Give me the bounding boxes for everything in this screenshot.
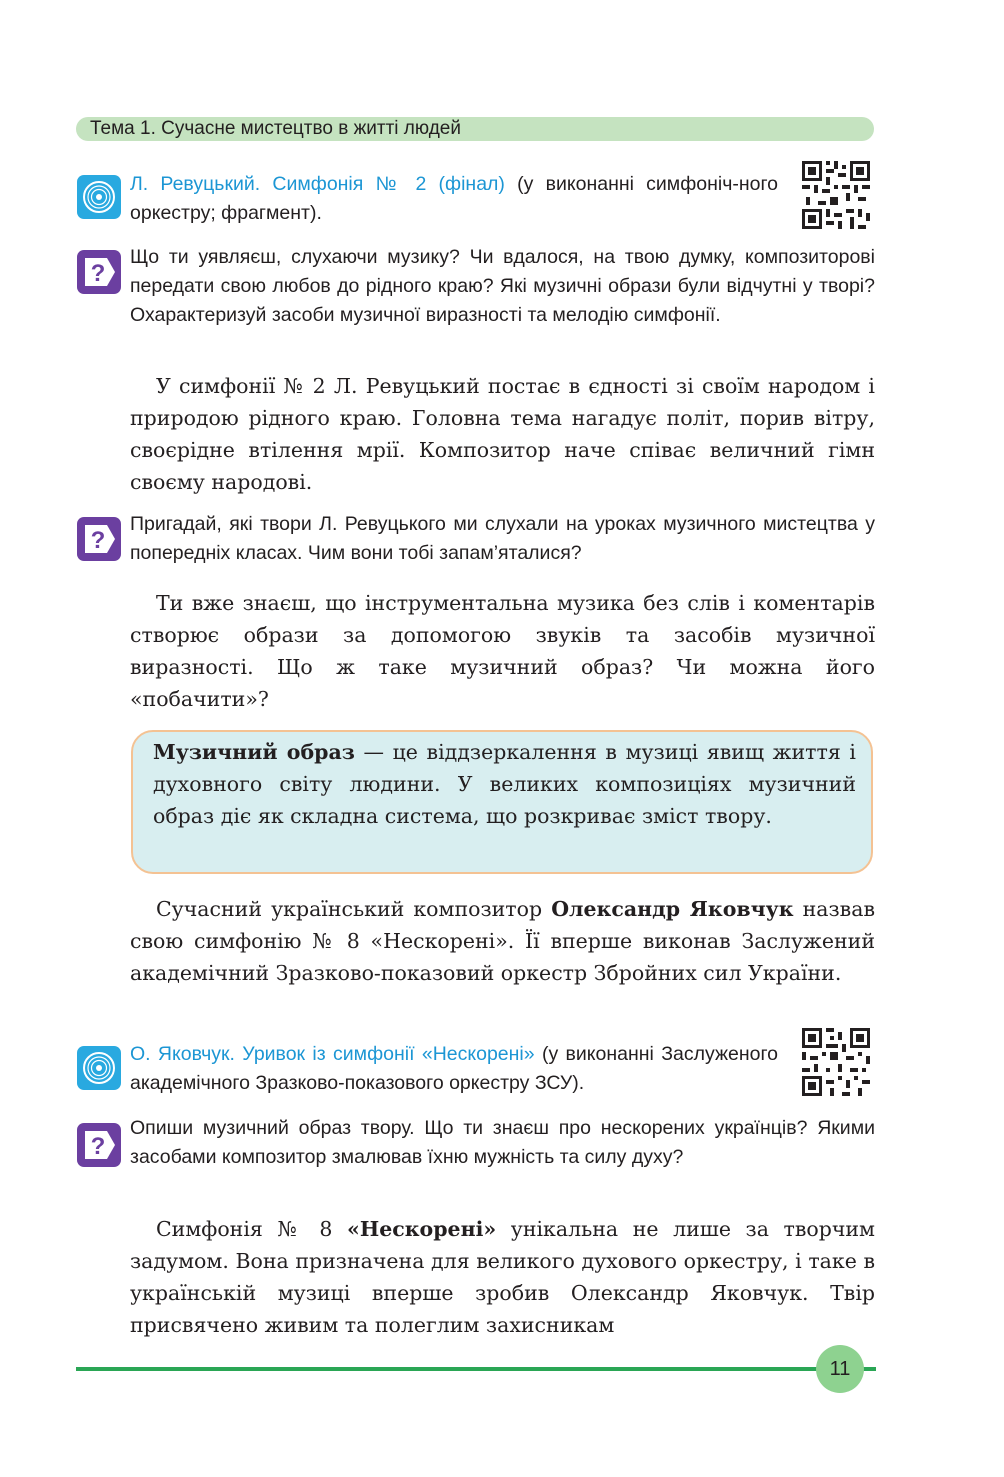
question-mark-icon [77, 1123, 121, 1167]
listen-2-details: (у виконанні Заслуженого академічного Зразково-показового оркестру ЗСУ). [130, 1043, 778, 1094]
qr-code-icon[interactable] [800, 1026, 872, 1098]
svg-text:?: ? [90, 1133, 106, 1160]
question-mark-icon [77, 250, 121, 294]
paragraph-2: Ти вже знаєш, що інструментальна музика без слів і коментарів створює образи за допомогою звуків та засобів музичної виразності. Що ж таке музичний образ? Чи можна його «побачити»? [130, 591, 875, 711]
paragraph-1: У симфонії № 2 Л. Ревуцький постає в єдності зі своїм народом і природою рідного краю. Головна тема нагадує політ, порив вітру, своєрідне втілення мрії. Композитор наче співає величний гімн своєму народові. [130, 374, 875, 494]
paragraph-3-lead: Сучасний український композитор [156, 897, 552, 921]
listen-1-title[interactable]: Л. Ревуцький. Симфонія № 2 (фінал) [130, 173, 505, 195]
listen-1-details: (у виконанні симфоніч-ного оркестру; фрагмент). [130, 173, 778, 224]
svg-text:?: ? [90, 527, 106, 554]
footer-line [76, 1367, 876, 1371]
definition-term: Музичний образ [153, 740, 355, 764]
music-disc-icon[interactable] [77, 1046, 121, 1090]
svg-text:?: ? [90, 260, 106, 287]
composer-name: Олександр Яковчук [551, 897, 794, 921]
definition-text [153, 736, 856, 832]
listen-task-1 [130, 170, 778, 228]
music-disc-icon[interactable] [77, 175, 121, 219]
page-number: 11 [816, 1345, 864, 1393]
qr-code-icon[interactable] [800, 159, 872, 231]
paragraph-4 [130, 1213, 875, 1341]
listen-2-title[interactable]: О. Яковчук. Уривок із симфонії «Нескорені» [130, 1043, 535, 1065]
definition-body: — це віддзеркалення в музиці явищ життя і духовного світу людини. У великих композиціях музичний образ діє як складна система, що розкриває зміст твору. [153, 740, 856, 828]
paragraph-4-lead: Симфонія № 8 [156, 1217, 348, 1241]
question-3-text: Опиши музичний образ твору. Що ти знаєш про нескорених українців? Якими засобами композитор змалював їхню мужність та силу духу? [130, 1117, 875, 1168]
question-1-text: Що ти уявляєш, слухаючи музику? Чи вдалося, на твою думку, композиторові передати свою любов до рідного краю? Які музичні образи були відчутні у творі? Охарактеризуй засоби музичної виразності та мелодію симфонії. [130, 246, 875, 326]
listen-task-2 [130, 1040, 778, 1098]
paragraph-4-rest: унікальна не лише за творчим задумом. Вона призначена для великого духового оркестру, і таке в українській музиці вперше зробив Олександр Яковчук. Твір присвячено живим та полеглим захисникам [130, 1217, 875, 1337]
question-2-text: Пригадай, які твори Л. Ревуцького ми слухали на уроках музичного мистецтва у попередніх класах. Чим вони тобі запам’яталися? [130, 513, 875, 564]
paragraph-3-rest: назвав свою симфонію № 8 «Нескорені». Її вперше виконав Заслужений академічний Зразково-показовий оркестр Збройних сил України. [130, 897, 875, 985]
question-mark-icon [77, 517, 121, 561]
paragraph-3 [130, 893, 875, 989]
symphony-title: «Нескорені» [347, 1217, 497, 1241]
topic-title: Тема 1. Сучасне мистецтво в житті людей [90, 118, 461, 139]
